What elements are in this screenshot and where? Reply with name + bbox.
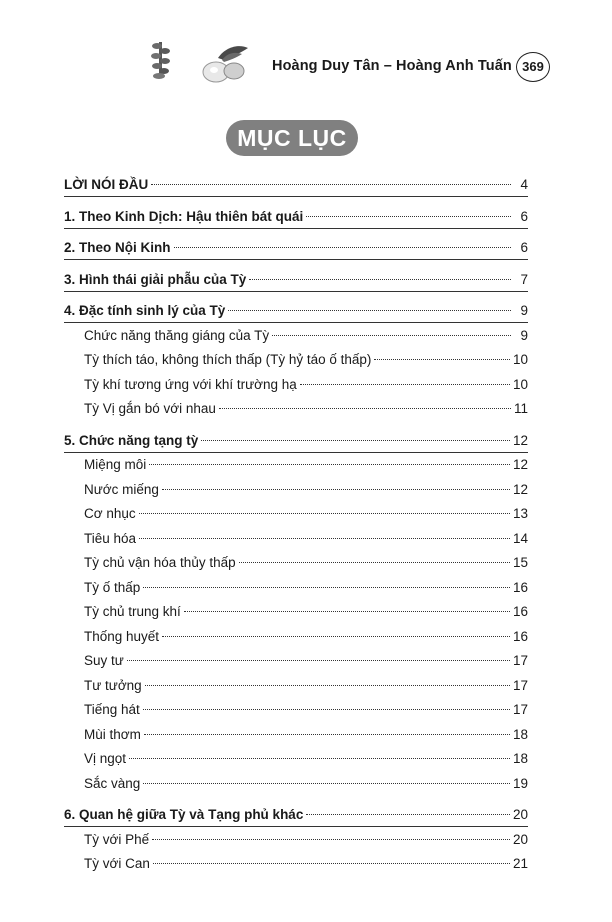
toc-entry-label: 6. Quan hệ giữa Tỳ và Tạng phủ khác <box>64 807 304 822</box>
toc-entry-page: 12 <box>512 457 528 472</box>
toc-entry-label: 5. Chức năng tạng tỳ <box>64 432 199 448</box>
toc-entry-label: Tỳ với Can <box>84 856 150 871</box>
toc-entry-label: Sắc vàng <box>84 775 141 791</box>
toc-entry[interactable] <box>84 504 528 524</box>
dot-leader <box>139 537 510 539</box>
page-header <box>0 0 612 100</box>
toc-entry[interactable] <box>64 175 528 195</box>
dot-leader <box>201 439 510 441</box>
toc-entry[interactable] <box>84 774 528 794</box>
toc-entry-label: Thống huyết <box>84 628 160 644</box>
toc-entry-page: 16 <box>512 628 528 644</box>
toc-entry-page: 18 <box>512 726 528 742</box>
toc-entry[interactable] <box>84 602 528 622</box>
dot-leader <box>149 463 510 465</box>
toc-entry-page: 6 <box>520 208 528 224</box>
toc-entry[interactable] <box>84 480 528 500</box>
dot-leader <box>143 586 510 588</box>
toc-entry-page: 12 <box>512 432 528 448</box>
dot-leader <box>162 488 510 490</box>
toc-entry[interactable] <box>84 749 528 769</box>
fruit-illustration-icon <box>198 44 250 84</box>
toc-entry-label: Mùi thơm <box>84 726 141 742</box>
dot-leader <box>306 215 511 217</box>
dot-leader <box>219 407 511 409</box>
dot-leader <box>374 358 510 360</box>
toc-entry-page: 13 <box>512 506 528 521</box>
section-divider <box>64 452 528 453</box>
toc-entry-label: Vị ngọt <box>84 751 127 766</box>
toc-entry[interactable] <box>64 431 528 451</box>
toc-entry-label: Tư tưởng <box>84 677 142 693</box>
toc-entry-label: Tỳ khí tương ứng với khí trường hạ <box>84 376 297 392</box>
toc-entry-page: 21 <box>512 856 528 871</box>
toc-entry-label: Tiếng hát <box>84 702 140 717</box>
toc-entry[interactable] <box>84 326 528 346</box>
toc-entry-page: 12 <box>512 481 528 497</box>
toc-entry[interactable] <box>64 270 528 290</box>
toc-entry-page: 16 <box>512 579 528 595</box>
section-divider <box>64 291 528 292</box>
section-divider <box>64 196 528 197</box>
toc-entry[interactable] <box>84 455 528 475</box>
toc-entry[interactable] <box>84 830 528 850</box>
dot-leader <box>143 782 510 784</box>
toc-entry-page: 9 <box>520 303 528 318</box>
toc-entry-label: Tỳ chủ vận hóa thủy thấp <box>84 555 236 570</box>
toc-entry-page: 17 <box>512 677 528 693</box>
dot-leader <box>272 334 511 336</box>
section-divider <box>64 228 528 229</box>
toc-entry-page: 7 <box>520 271 528 287</box>
toc-entry[interactable] <box>64 207 528 227</box>
toc-entry-page: 20 <box>512 831 528 847</box>
toc-entry-page: 14 <box>512 530 528 546</box>
dot-leader <box>184 610 510 612</box>
dot-leader <box>151 183 511 185</box>
toc-entry-label: Tỳ với Phế <box>84 831 150 847</box>
section-divider <box>64 259 528 260</box>
dot-leader <box>127 659 510 661</box>
toc-entry-page: 20 <box>512 807 528 822</box>
toc-entry-label: Suy tư <box>84 653 124 668</box>
book-authors: Hoàng Duy Tân – Hoàng Anh Tuấn <box>272 58 512 74</box>
page-title: MỤC LỤC <box>226 120 358 156</box>
dot-leader <box>143 708 510 710</box>
dot-leader <box>249 278 511 280</box>
dot-leader <box>300 383 510 385</box>
dot-leader <box>129 757 510 759</box>
toc-entry-label: Tiêu hóa <box>84 530 137 546</box>
dot-leader <box>152 838 510 840</box>
toc-entry[interactable] <box>84 399 528 419</box>
dot-leader <box>239 561 510 563</box>
toc-entry-label: 1. Theo Kinh Dịch: Hậu thiên bát quái <box>64 208 304 224</box>
dot-leader <box>306 813 510 815</box>
dot-leader <box>162 635 510 637</box>
toc-entry[interactable] <box>64 805 528 825</box>
toc-entry-label: Cơ nhục <box>84 506 136 521</box>
toc-entry-label: Tỳ chủ trung khí <box>84 604 181 619</box>
dot-leader <box>174 246 512 248</box>
toc-entry-label: 2. Theo Nội Kinh <box>64 240 171 255</box>
toc-entry[interactable] <box>64 301 528 321</box>
toc-entry-page: 15 <box>512 555 528 570</box>
toc-entry-label: Chức năng thăng giáng của Tỳ <box>84 327 270 343</box>
toc-entry-label: 4. Đặc tính sinh lý của Tỳ <box>64 303 226 318</box>
toc-entry[interactable] <box>84 350 528 370</box>
toc-entry[interactable] <box>84 529 528 549</box>
toc-entry-page: 11 <box>513 401 528 416</box>
toc-entry-page: 4 <box>520 177 528 192</box>
dot-leader <box>139 512 510 514</box>
toc-entry[interactable] <box>84 553 528 573</box>
toc-entry-label: Miệng môi <box>84 457 147 472</box>
toc-entry[interactable] <box>84 725 528 745</box>
toc-entry-label: Tỳ thích táo, không thích thấp (Tỳ hỷ táo ố thấp) <box>84 352 372 367</box>
plant-illustration-icon <box>148 40 174 80</box>
dot-leader <box>153 862 510 864</box>
toc-entry-page: 10 <box>512 376 528 392</box>
toc-entry-page: 19 <box>512 775 528 791</box>
toc-entry-page: 10 <box>512 352 528 367</box>
dot-leader <box>228 309 511 311</box>
dot-leader <box>144 733 510 735</box>
toc-entry-page: 6 <box>520 240 528 255</box>
toc-entry-label: Tỳ ố thấp <box>84 579 141 595</box>
toc-entry-label: LỜI NÓI ĐẦU <box>64 177 149 192</box>
toc-entry[interactable] <box>64 238 528 258</box>
toc-entry-page: 17 <box>512 653 528 668</box>
toc-entry-label: 3. Hình thái giải phẫu của Tỳ <box>64 271 247 287</box>
dot-leader <box>145 684 510 686</box>
toc-entry[interactable] <box>84 578 528 598</box>
section-divider <box>64 322 528 323</box>
toc-entry-page: 17 <box>512 702 528 717</box>
toc-entry[interactable] <box>84 676 528 696</box>
toc-entry[interactable] <box>84 700 528 720</box>
section-divider <box>64 826 528 827</box>
toc-entry[interactable] <box>84 651 528 671</box>
page-number-badge: 369 <box>516 52 550 82</box>
toc-entry[interactable] <box>84 627 528 647</box>
toc-entry-label: Nước miếng <box>84 481 159 497</box>
toc-entry-page: 16 <box>512 604 528 619</box>
toc-entry-label: Tỳ Vị gắn bó với nhau <box>84 401 216 416</box>
toc-entry[interactable] <box>84 854 528 874</box>
toc-entry-page: 18 <box>512 751 528 766</box>
toc-entry[interactable] <box>84 375 528 395</box>
toc-entry-page: 9 <box>520 327 528 343</box>
